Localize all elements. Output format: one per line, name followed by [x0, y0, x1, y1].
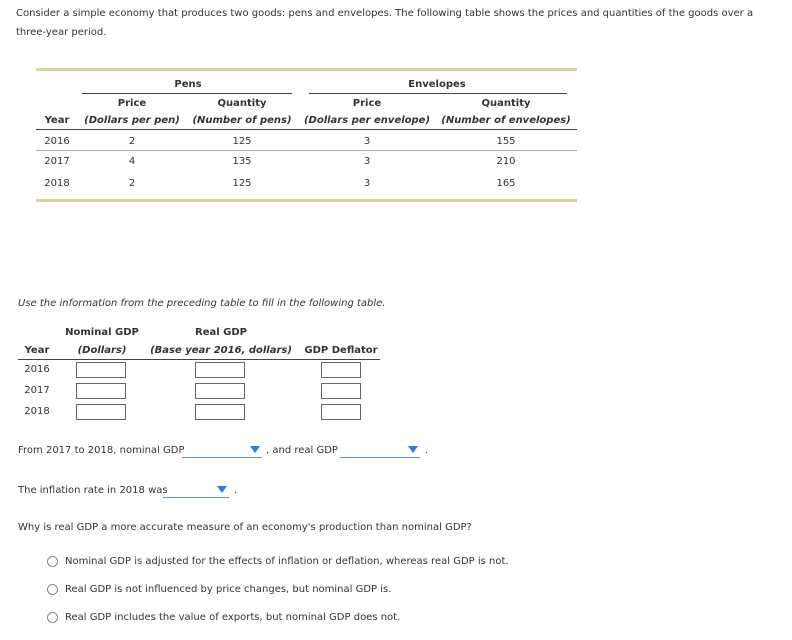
row-2018-envelope-quantity: 165: [496, 178, 516, 189]
col-unit-pen-quantity: (Number of pens): [192, 115, 292, 126]
nominal-gdp-2018-input[interactable]: [76, 404, 126, 420]
dropdown-arrow-icon: [250, 446, 260, 453]
col-header-pen-quantity: Quantity: [217, 98, 267, 109]
dropdown-arrow-icon: [217, 486, 227, 493]
row-2018-pen-quantity: 125: [232, 178, 252, 189]
nominal-gdp-2016-input[interactable]: [76, 362, 126, 378]
col-header-envelope-price: Price: [352, 98, 382, 109]
inflation-sentence-prefix: The inflation rate in 2018 was: [18, 485, 168, 496]
gdp-deflator-2018-input[interactable]: [321, 404, 361, 420]
row-year-2016: 2016: [24, 364, 50, 375]
pens-group-rule: [82, 93, 292, 94]
envelopes-group-header: Envelopes: [408, 79, 466, 90]
col-header-gdp-deflator: GDP Deflator: [304, 345, 378, 356]
option-3-label[interactable]: Real GDP includes the value of exports, but nominal GDP does not.: [65, 612, 401, 623]
option-1-label[interactable]: Nominal GDP is adjusted for the effects of inflation or deflation, whereas real GDP is not.: [65, 556, 509, 567]
col-header-pen-price: Price: [117, 98, 147, 109]
sentence-period: .: [234, 485, 238, 496]
row-year-2018: 2018: [24, 406, 50, 417]
real-gdp-sentence-middle: , and real GDP: [266, 445, 338, 456]
row-2016-envelope-price: 3: [363, 136, 371, 147]
row-2017-year: 2017: [44, 156, 70, 167]
dropdown-arrow-icon: [408, 446, 418, 453]
row-2016-envelope-quantity: 155: [496, 136, 516, 147]
col-unit-nominal-gdp: (Dollars): [77, 345, 127, 356]
gdp-deflator-2017-input[interactable]: [321, 383, 361, 399]
nominal-gdp-sentence-prefix: From 2017 to 2018, nominal GDP: [18, 445, 185, 456]
row-2016-pen-price: 2: [128, 136, 136, 147]
problem-intro: Consider a simple economy that produces two goods: pens and envelopes. The following table shows the prices and quantities of the goods over a three-year period.: [16, 8, 754, 38]
real-gdp-change-dropdown[interactable]: [340, 444, 420, 458]
row-year-2017: 2017: [24, 385, 50, 396]
sentence-period: .: [425, 445, 429, 456]
inflation-rate-dropdown[interactable]: [163, 484, 229, 498]
header-rule: [36, 129, 577, 130]
gdp-entry-table: [18, 322, 388, 422]
col-header-envelope-quantity: Quantity: [481, 98, 531, 109]
col-header-nominal-gdp: Nominal GDP: [65, 327, 139, 338]
col-unit-real-gdp: (Base year 2016, dollars): [150, 345, 292, 356]
option-2-label[interactable]: Real GDP is not influenced by price changes, but nominal GDP is.: [65, 584, 392, 595]
instruction-text: Use the information from the preceding table to fill in the following table.: [18, 298, 386, 309]
col-header-year: Year: [24, 345, 50, 356]
col-header-real-gdp: Real GDP: [195, 327, 247, 338]
row-2018-envelope-price: 3: [363, 178, 371, 189]
col-unit-envelope-price: (Dollars per envelope): [303, 115, 431, 126]
nominal-gdp-2017-input[interactable]: [76, 383, 126, 399]
header-rule: [18, 359, 380, 360]
option-2-radio[interactable]: [47, 584, 58, 595]
envelopes-group-rule: [309, 93, 567, 94]
row-2017-pen-price: 4: [128, 156, 136, 167]
table-top-border: [36, 68, 577, 71]
row-2017-pen-quantity: 135: [232, 156, 252, 167]
real-gdp-2017-input[interactable]: [195, 383, 245, 399]
prices-quantities-table: [36, 68, 577, 202]
real-gdp-2016-input[interactable]: [195, 362, 245, 378]
row-2016-year: 2016: [44, 136, 70, 147]
row-2017-envelope-quantity: 210: [496, 156, 516, 167]
question-text: Why is real GDP a more accurate measure of an economy's production than nominal GDP?: [18, 522, 472, 533]
pens-group-header: Pens: [174, 79, 202, 90]
row-2018-pen-price: 2: [128, 178, 136, 189]
col-unit-pen-price: (Dollars per pen): [84, 115, 180, 126]
row-2018-year: 2018: [44, 178, 70, 189]
gdp-deflator-2016-input[interactable]: [321, 362, 361, 378]
table-bottom-border: [36, 199, 577, 202]
option-3-radio[interactable]: [47, 612, 58, 623]
option-1-radio[interactable]: [47, 556, 58, 567]
row-2017-envelope-price: 3: [363, 156, 371, 167]
real-gdp-2018-input[interactable]: [195, 404, 245, 420]
row-2016-pen-quantity: 125: [232, 136, 252, 147]
row-rule: [36, 150, 577, 151]
col-header-year: Year: [44, 115, 70, 126]
col-unit-envelope-quantity: (Number of envelopes): [441, 115, 571, 126]
nominal-gdp-change-dropdown[interactable]: [182, 444, 262, 458]
